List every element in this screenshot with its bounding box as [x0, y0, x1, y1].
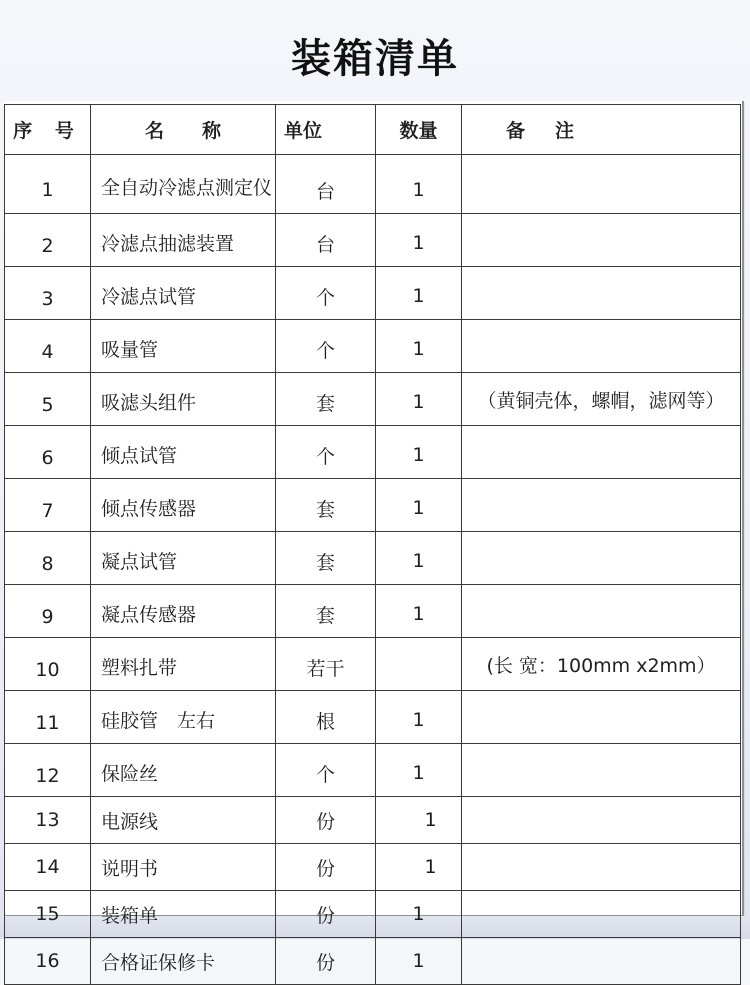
row-qty-cell: 1	[376, 214, 462, 267]
row-serial-text: 7	[41, 500, 54, 522]
row-qty-cell: 1	[376, 797, 462, 844]
table-row	[5, 891, 741, 938]
row-name-cell: 硅胶管 左右	[91, 691, 276, 744]
header-serial-char-1: 序	[13, 120, 41, 142]
row-unit-cell: 份	[276, 844, 376, 891]
row-name-cell: 凝点试管	[91, 532, 276, 585]
row-unit-cell: 个	[276, 267, 376, 320]
row-unit-cell: 份	[276, 938, 376, 985]
row-unit-cell: 份	[276, 891, 376, 938]
row-unit-cell: 个	[276, 426, 376, 479]
row-serial-text: 3	[41, 288, 54, 310]
table-row	[5, 585, 741, 638]
header-name-char-1: 名	[144, 120, 164, 142]
header-quantity: 数量	[376, 105, 462, 155]
row-qty-cell: 1	[376, 938, 462, 985]
row-qty-cell: 1	[376, 691, 462, 744]
row-qty-cell: 1	[376, 479, 462, 532]
row-name-cell: 凝点传感器	[91, 585, 276, 638]
row-serial-cell	[5, 214, 91, 267]
row-name-cell: 倾点传感器	[91, 479, 276, 532]
row-serial-text: 6	[41, 447, 54, 469]
row-unit-cell: 台	[276, 155, 376, 214]
table-row	[5, 844, 741, 891]
row-serial-text: 13	[35, 809, 60, 831]
row-serial-cell	[5, 691, 91, 744]
row-serial-cell	[5, 373, 91, 426]
table-row	[5, 532, 741, 585]
row-name-cell: 装箱单	[91, 891, 276, 938]
row-serial-text: 8	[41, 553, 54, 575]
header-remarks-char-2: 注	[555, 120, 575, 142]
row-note-cell	[462, 214, 741, 267]
row-unit-cell: 台	[276, 214, 376, 267]
row-serial-text: 9	[41, 606, 54, 628]
row-qty-cell: 1	[376, 532, 462, 585]
table-row	[5, 267, 741, 320]
row-serial-cell	[5, 479, 91, 532]
row-name-cell: 吸滤头组件	[91, 373, 276, 426]
row-serial-cell	[5, 891, 91, 938]
row-note-cell	[462, 479, 741, 532]
row-serial-text: 12	[35, 765, 60, 787]
table-row	[5, 691, 741, 744]
row-serial-cell	[5, 426, 91, 479]
header-serial-char-2: 号	[54, 120, 82, 142]
row-qty-cell: 1	[376, 891, 462, 938]
row-note-cell: （黄铜壳体，螺帽，滤网等）	[462, 373, 741, 426]
row-serial-text: 1	[41, 179, 54, 201]
page-title: 装箱清单	[291, 36, 459, 82]
row-unit-cell: 若干	[276, 638, 376, 691]
row-note-cell	[462, 691, 741, 744]
row-name-cell: 全自动冷滤点测定仪	[91, 155, 276, 214]
row-note-cell	[462, 585, 741, 638]
row-unit-cell: 个	[276, 744, 376, 797]
row-note-cell	[462, 844, 741, 891]
row-name-cell: 冷滤点抽滤装置	[91, 214, 276, 267]
table-row	[5, 744, 741, 797]
header-unit: 单位	[276, 105, 376, 155]
row-qty-cell: 1	[376, 426, 462, 479]
row-note-cell	[462, 891, 741, 938]
row-note-cell	[462, 267, 741, 320]
row-unit-cell: 套	[276, 532, 376, 585]
row-name-cell: 塑料扎带	[91, 638, 276, 691]
row-unit-cell: 个	[276, 320, 376, 373]
table-row	[5, 155, 741, 214]
row-serial-cell	[5, 267, 91, 320]
row-serial-text: 2	[41, 235, 54, 257]
row-serial-cell	[5, 797, 91, 844]
table-row	[5, 638, 741, 691]
row-note-cell	[462, 155, 741, 214]
row-name-cell: 保险丝	[91, 744, 276, 797]
row-serial-cell	[5, 744, 91, 797]
header-remarks-char-1: 备	[506, 120, 526, 142]
row-name-cell: 电源线	[91, 797, 276, 844]
header-name	[91, 105, 276, 155]
row-serial-text: 11	[35, 712, 60, 734]
header-name-char-2: 称	[202, 120, 222, 142]
row-unit-cell: 套	[276, 373, 376, 426]
table-row	[5, 479, 741, 532]
row-serial-cell	[5, 532, 91, 585]
row-serial-text: 4	[41, 341, 54, 363]
row-serial-text: 14	[35, 856, 60, 878]
row-note-cell	[462, 532, 741, 585]
row-qty-cell: 1	[376, 585, 462, 638]
row-qty-cell: 1	[376, 373, 462, 426]
row-qty-cell: 1	[376, 267, 462, 320]
row-serial-text: 5	[41, 394, 54, 416]
row-name-cell: 冷滤点试管	[91, 267, 276, 320]
table-row	[5, 797, 741, 844]
row-unit-cell: 套	[276, 479, 376, 532]
row-serial-text: 16	[35, 950, 60, 972]
table-row	[5, 214, 741, 267]
row-note-cell	[462, 426, 741, 479]
header-remarks	[462, 105, 741, 155]
row-serial-cell	[5, 585, 91, 638]
row-qty-cell	[376, 638, 462, 691]
row-serial-cell	[5, 844, 91, 891]
row-serial-cell	[5, 938, 91, 985]
row-note-cell	[462, 320, 741, 373]
row-unit-cell: 根	[276, 691, 376, 744]
row-note-cell	[462, 744, 741, 797]
row-note-cell	[462, 797, 741, 844]
row-qty-cell: 1	[376, 844, 462, 891]
table-row	[5, 938, 741, 985]
row-name-cell: 倾点试管	[91, 426, 276, 479]
row-serial-text: 10	[35, 659, 60, 681]
row-note-cell	[462, 938, 741, 985]
row-serial-cell	[5, 638, 91, 691]
row-serial-cell	[5, 320, 91, 373]
row-serial-text: 15	[35, 903, 60, 925]
table-header-row	[5, 105, 741, 155]
packing-list-table	[4, 104, 741, 985]
table-row	[5, 373, 741, 426]
row-name-cell: 说明书	[91, 844, 276, 891]
row-name-cell: 吸量管	[91, 320, 276, 373]
row-serial-cell	[5, 155, 91, 214]
row-qty-cell: 1	[376, 744, 462, 797]
header-serial-no	[5, 105, 91, 155]
table-row	[5, 426, 741, 479]
table-row	[5, 320, 741, 373]
row-unit-cell: 套	[276, 585, 376, 638]
row-name-cell: 合格证保修卡	[91, 938, 276, 985]
row-note-cell: (长 宽：100mm x2mm）	[462, 638, 741, 691]
row-qty-cell: 1	[376, 155, 462, 214]
row-unit-cell: 份	[276, 797, 376, 844]
row-qty-cell: 1	[376, 320, 462, 373]
